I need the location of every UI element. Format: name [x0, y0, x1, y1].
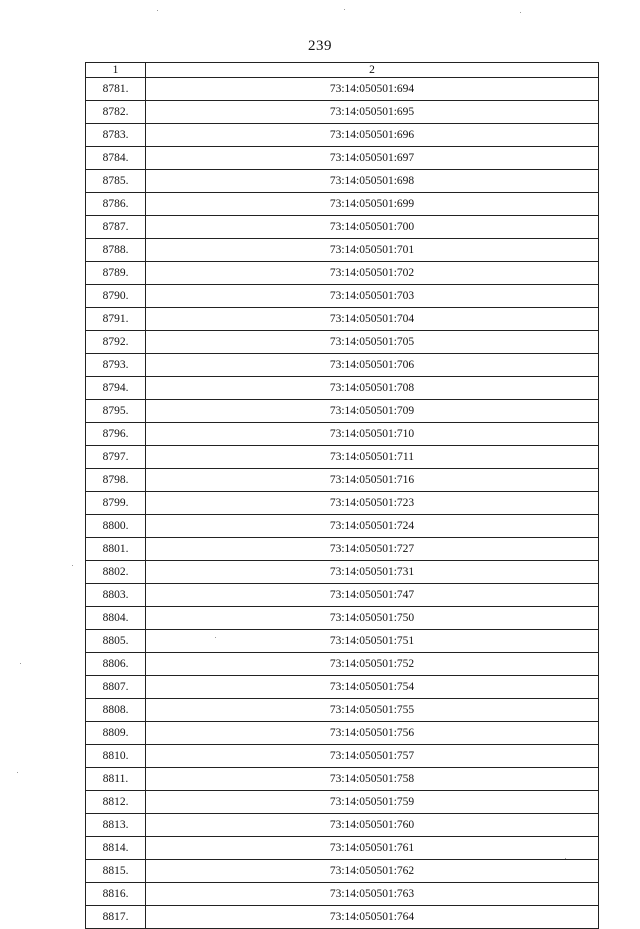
table-row — [86, 469, 599, 492]
row-index-cell: 8794. — [86, 377, 146, 400]
cadastral-number-cell: 73:14:050501:703 — [146, 285, 599, 308]
row-index-cell: 8810. — [86, 745, 146, 768]
row-index-cell: 8788. — [86, 239, 146, 262]
table-row — [86, 400, 599, 423]
table-row — [86, 561, 599, 584]
cadastral-number-cell: 73:14:050501:754 — [146, 676, 599, 699]
table-row — [86, 124, 599, 147]
cadastral-number-cell: 73:14:050501:764 — [146, 906, 599, 929]
cadastral-number-cell: 73:14:050501:699 — [146, 193, 599, 216]
row-index-cell: 8787. — [86, 216, 146, 239]
table-row — [86, 768, 599, 791]
row-index-cell: 8807. — [86, 676, 146, 699]
cadastral-number-cell: 73:14:050501:704 — [146, 308, 599, 331]
cadastral-number-cell: 73:14:050501:758 — [146, 768, 599, 791]
table-row — [86, 446, 599, 469]
row-index-cell: 8799. — [86, 492, 146, 515]
table-body — [86, 78, 599, 929]
cadastral-number-cell: 73:14:050501:705 — [146, 331, 599, 354]
scan-speck — [565, 858, 566, 859]
cadastral-number-cell: 73:14:050501:752 — [146, 653, 599, 676]
cadastral-number-cell: 73:14:050501:700 — [146, 216, 599, 239]
table-row — [86, 354, 599, 377]
cadastral-number-cell: 73:14:050501:711 — [146, 446, 599, 469]
row-index-cell: 8783. — [86, 124, 146, 147]
table-row — [86, 515, 599, 538]
cadastral-number-cell: 73:14:050501:756 — [146, 722, 599, 745]
table-row — [86, 377, 599, 400]
row-index-cell: 8809. — [86, 722, 146, 745]
row-index-cell: 8797. — [86, 446, 146, 469]
table-row — [86, 584, 599, 607]
cadastral-number-cell: 73:14:050501:760 — [146, 814, 599, 837]
table-header-row — [86, 63, 599, 78]
table-row — [86, 538, 599, 561]
cadastral-number-cell: 73:14:050501:724 — [146, 515, 599, 538]
column-header-index: 1 — [86, 63, 146, 78]
row-index-cell: 8813. — [86, 814, 146, 837]
page-number: 239 — [308, 38, 332, 54]
cadastral-number-cell: 73:14:050501:706 — [146, 354, 599, 377]
scan-speck — [344, 9, 345, 10]
cadastral-number-cell: 73:14:050501:708 — [146, 377, 599, 400]
cadastral-number-cell: 73:14:050501:709 — [146, 400, 599, 423]
scan-speck — [520, 12, 521, 13]
table-row — [86, 262, 599, 285]
cadastral-number-cell: 73:14:050501:727 — [146, 538, 599, 561]
row-index-cell: 8815. — [86, 860, 146, 883]
table-row — [86, 492, 599, 515]
scan-speck — [157, 10, 158, 11]
cadastral-number-cell: 73:14:050501:757 — [146, 745, 599, 768]
cadastral-number-cell: 73:14:050501:747 — [146, 584, 599, 607]
table-row — [86, 193, 599, 216]
row-index-cell: 8785. — [86, 170, 146, 193]
row-index-cell: 8784. — [86, 147, 146, 170]
table-row — [86, 906, 599, 929]
row-index-cell: 8802. — [86, 561, 146, 584]
table-row — [86, 745, 599, 768]
cadastral-number-cell: 73:14:050501:701 — [146, 239, 599, 262]
row-index-cell: 8812. — [86, 791, 146, 814]
scan-speck — [20, 663, 21, 664]
row-index-cell: 8801. — [86, 538, 146, 561]
table-row — [86, 170, 599, 193]
row-index-cell: 8804. — [86, 607, 146, 630]
table-row — [86, 630, 599, 653]
cadastral-number-cell: 73:14:050501:755 — [146, 699, 599, 722]
row-index-cell: 8789. — [86, 262, 146, 285]
cadastral-number-cell: 73:14:050501:761 — [146, 837, 599, 860]
cadastral-number-cell: 73:14:050501:702 — [146, 262, 599, 285]
cadastral-number-cell: 73:14:050501:762 — [146, 860, 599, 883]
table-row — [86, 676, 599, 699]
table-row — [86, 607, 599, 630]
table-row — [86, 78, 599, 101]
cadastral-number-cell: 73:14:050501:710 — [146, 423, 599, 446]
row-index-cell: 8796. — [86, 423, 146, 446]
row-index-cell: 8781. — [86, 78, 146, 101]
cadastral-number-cell: 73:14:050501:716 — [146, 469, 599, 492]
cadastral-number-cell: 73:14:050501:723 — [146, 492, 599, 515]
table-row — [86, 814, 599, 837]
table-row — [86, 860, 599, 883]
table-row — [86, 101, 599, 124]
table-row — [86, 791, 599, 814]
row-index-cell: 8814. — [86, 837, 146, 860]
row-index-cell: 8816. — [86, 883, 146, 906]
table-row — [86, 239, 599, 262]
row-index-cell: 8800. — [86, 515, 146, 538]
cadastral-number-cell: 73:14:050501:695 — [146, 101, 599, 124]
row-index-cell: 8817. — [86, 906, 146, 929]
row-index-cell: 8793. — [86, 354, 146, 377]
row-index-cell: 8786. — [86, 193, 146, 216]
row-index-cell: 8782. — [86, 101, 146, 124]
column-header-cadastral-number: 2 — [146, 63, 599, 78]
row-index-cell: 8798. — [86, 469, 146, 492]
table-row — [86, 423, 599, 446]
cadastral-number-cell: 73:14:050501:759 — [146, 791, 599, 814]
row-index-cell: 8805. — [86, 630, 146, 653]
row-index-cell: 8808. — [86, 699, 146, 722]
row-index-cell: 8803. — [86, 584, 146, 607]
table-row — [86, 722, 599, 745]
row-index-cell: 8790. — [86, 285, 146, 308]
scan-speck — [17, 772, 18, 773]
row-index-cell: 8791. — [86, 308, 146, 331]
cadastral-number-cell: 73:14:050501:698 — [146, 170, 599, 193]
cadastral-number-cell: 73:14:050501:751 — [146, 630, 599, 653]
table-row — [86, 147, 599, 170]
cadastral-number-cell: 73:14:050501:697 — [146, 147, 599, 170]
table-row — [86, 883, 599, 906]
cadastral-number-cell: 73:14:050501:763 — [146, 883, 599, 906]
table-row — [86, 216, 599, 239]
cadastral-number-table — [85, 62, 599, 929]
row-index-cell: 8806. — [86, 653, 146, 676]
cadastral-number-cell: 73:14:050501:694 — [146, 78, 599, 101]
row-index-cell: 8792. — [86, 331, 146, 354]
table-row — [86, 285, 599, 308]
cadastral-number-cell: 73:14:050501:750 — [146, 607, 599, 630]
row-index-cell: 8811. — [86, 768, 146, 791]
table-row — [86, 308, 599, 331]
table-row — [86, 837, 599, 860]
cadastral-number-cell: 73:14:050501:731 — [146, 561, 599, 584]
table-row — [86, 653, 599, 676]
cadastral-number-cell: 73:14:050501:696 — [146, 124, 599, 147]
table-row — [86, 699, 599, 722]
table-row — [86, 331, 599, 354]
row-index-cell: 8795. — [86, 400, 146, 423]
scan-speck — [72, 565, 73, 566]
scan-speck — [215, 637, 216, 638]
